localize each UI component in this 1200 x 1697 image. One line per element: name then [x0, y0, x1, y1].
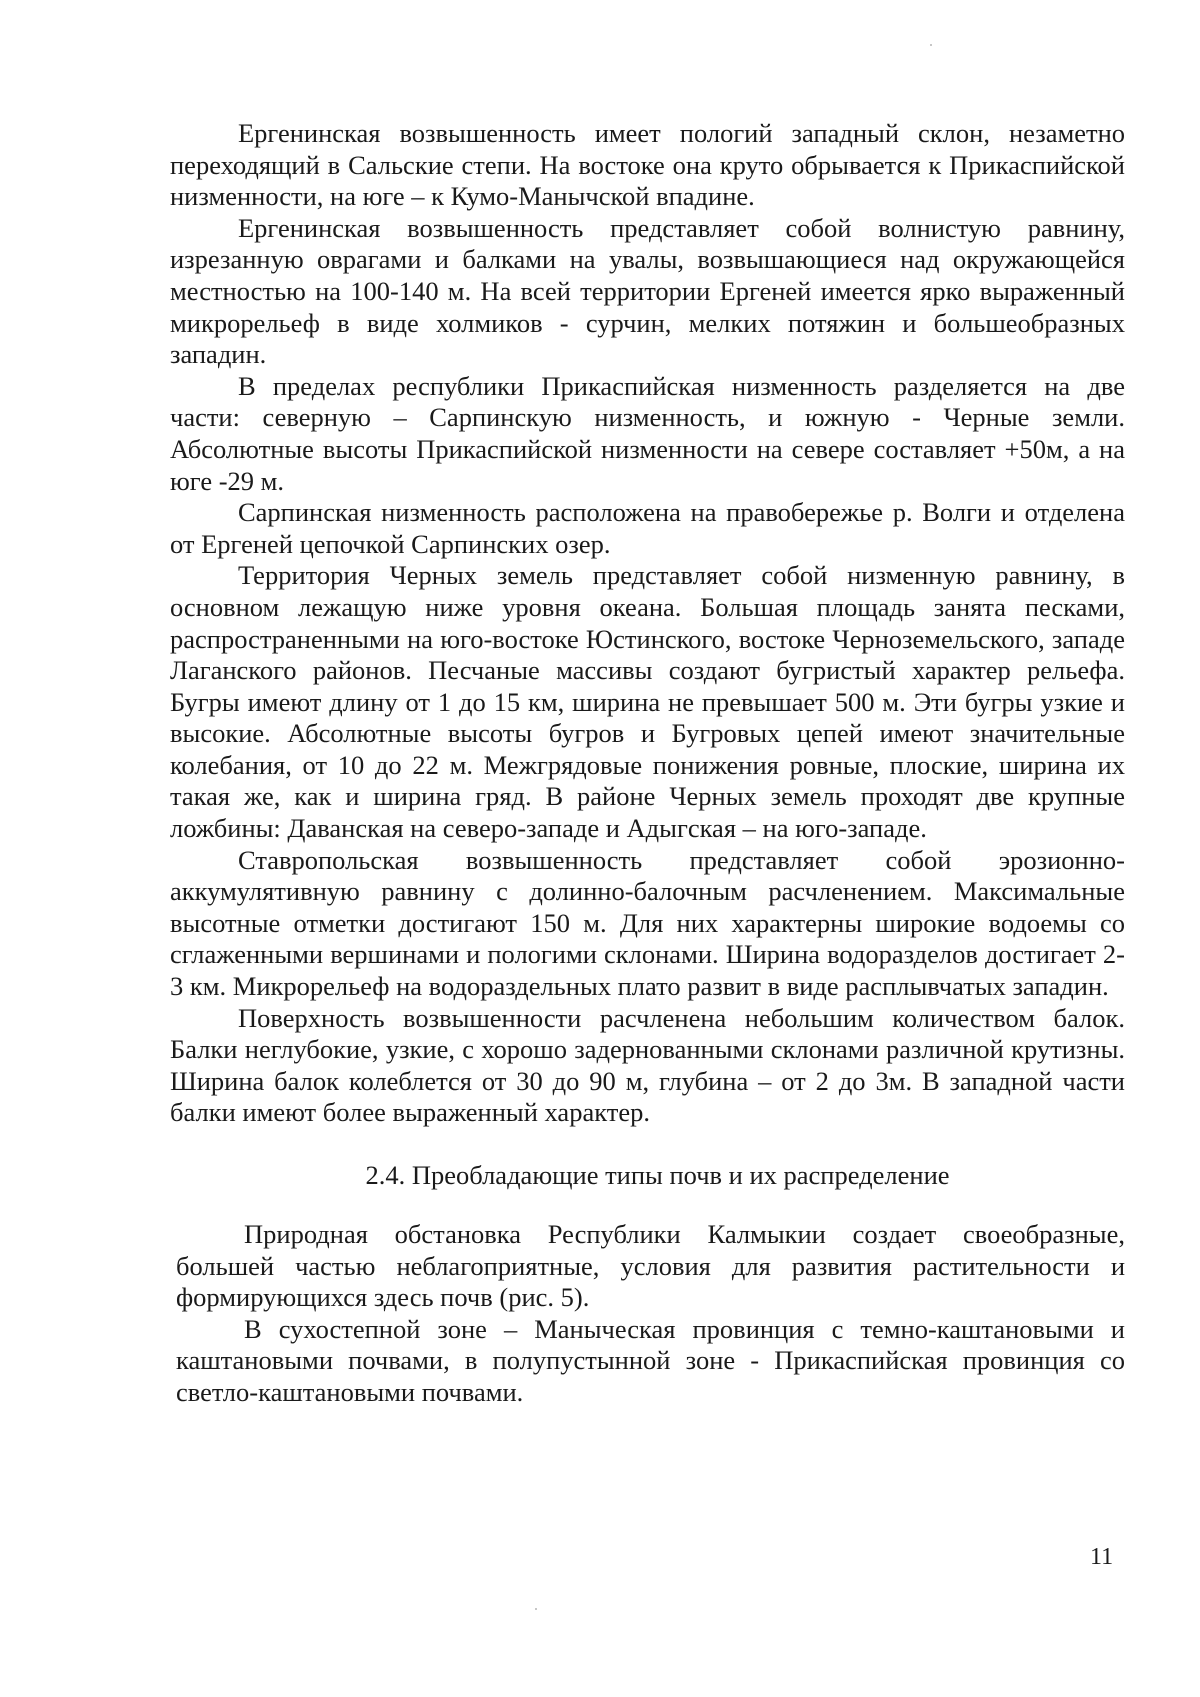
- paragraph-natural-conditions: Природная обстановка Республики Калмыкии создает своеобразные, большей частью неблагоприятные, условия для развития растительности и формирующихся здесь почв (рис. 5).: [176, 1219, 1125, 1313]
- paragraph-soil-provinces: В сухостепной зоне – Маныческая провинция с темно-каштановыми и каштановыми почвами, в полупустынной зоне - Прикаспийская провинция со светло-каштановыми почвами.: [176, 1313, 1125, 1407]
- paragraph-black-lands: Территория Черных земель представляет собой низменную равнину, в основном лежащую ниже уровня океана. Большая площадь занята песками, распространенными на юго-востоке Юстинского, востоке Черноземельского, западе Лаганского районов. Песчаные массивы создают бугристый характер рельефа. Бугры имеют длину от 1 до 15 км, ширина не превышает 500 м. Эти бугры узкие и высокие. Абсолютные высоты бугров и Бугровых цепей имеют значительные колебания, от 10 до 22 м. Межгрядовые понижения ровные, плоские, ширина их такая же, как и ширина гряд. В районе Черных земель проходят две крупные ложбины: Даванская на северо-западе и Адыгская – на юго-западе.: [170, 560, 1125, 844]
- scan-speck: [535, 1608, 537, 1610]
- paragraph-sarpa-lowland: Сарпинская низменность расположена на правобережье р. Волги и отделена от Ергеней цепочкой Сарпинских озер.: [170, 497, 1125, 559]
- paragraph-upland-surface: Поверхность возвышенности расчленена небольшим количеством балок. Балки неглубокие, узкие, с хорошо задернованными склонами различной крутизны. Ширина балок колеблется от 30 до 90 м, глубина – от 2 до 3м. В западной части балки имеют более выраженный характер.: [170, 1002, 1125, 1128]
- document-page: [170, 118, 1125, 1409]
- section-heading: 2.4. Преобладающие типы почв и их распределение: [365, 1160, 950, 1190]
- scan-speck: [930, 44, 932, 46]
- paragraph-caspian-lowland: В пределах республики Прикаспийская низменность разделяется на две части: северную – Сарпинскую низменность, и южную - Черные земли. Абсолютные высоты Прикаспийской низменности на севере составляет +50м, а на юге -29 м.: [170, 370, 1125, 496]
- paragraph-ergeni-slope: Ергенинская возвышенность имеет пологий западный склон, незаметно переходящий в Сальские степи. На востоке она круто обрывается к Прикаспийской низменности, на юге – к Кумо-Манычской впадине.: [170, 118, 1125, 212]
- page-number: 11: [1090, 1544, 1114, 1570]
- paragraph-ergeni-relief: Ергенинская возвышенность представляет собой волнистую равнину, изрезанную оврагами и балками на увалы, возвышающиеся над окружающейся местностью на 100-140 м. На всей территории Ергеней имеется ярко выраженный микрорельеф в виде холмиков - сурчин, мелких потяжин и большеобразных западин.: [170, 212, 1125, 370]
- section-body: [170, 1219, 1125, 1409]
- paragraph-stavropol-upland: Ставропольская возвышенность представляет собой эрозионно-аккумулятивную равнину с долинно-балочным расчленением. Максимальные высотные отметки достигают 150 м. Для них характерны широкие водоемы со сглаженными вершинами и пологими склонами. Ширина водоразделов достигает 2-3 км. Микрорельеф на водораздельных плато развит в виде расплывчатых западин.: [170, 844, 1125, 1002]
